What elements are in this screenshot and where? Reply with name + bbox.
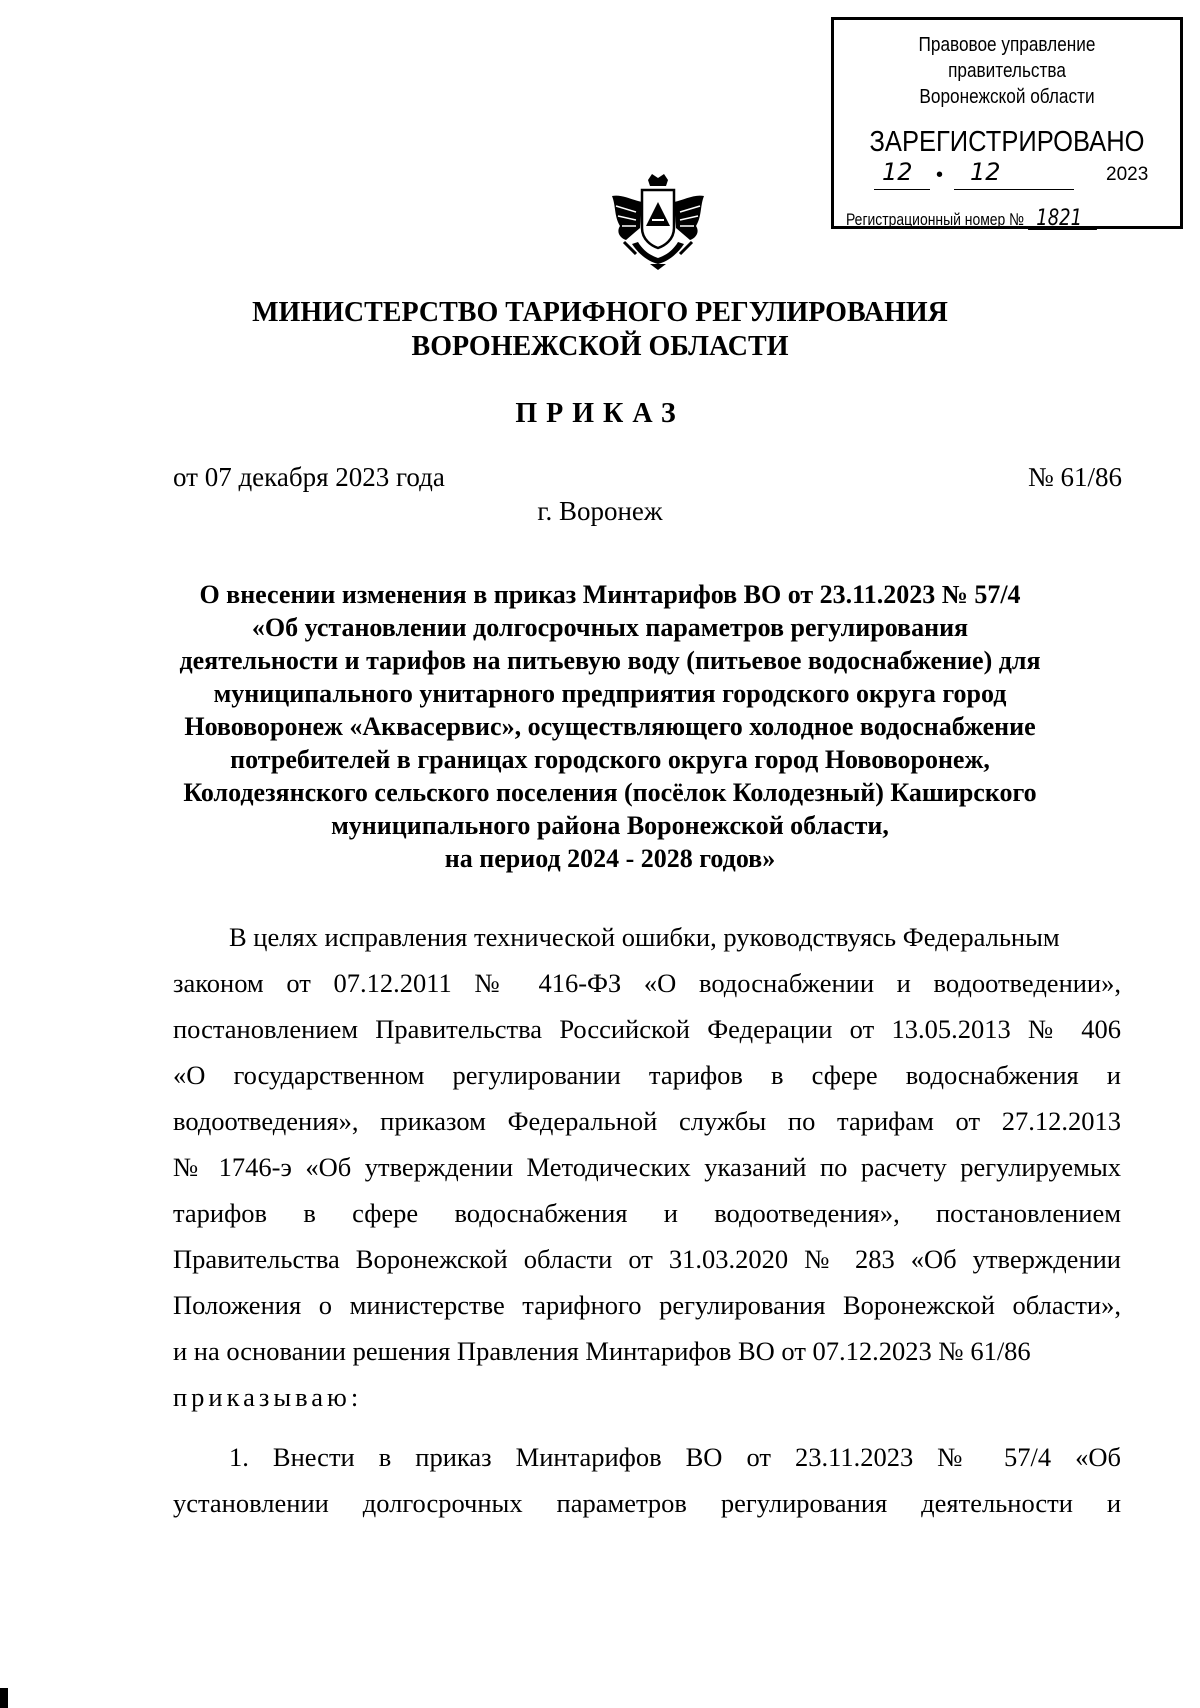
stamp-month: 12: [970, 158, 1001, 186]
stamp-organization: [858, 32, 1156, 110]
stamp-date: 12 • 12 2023: [874, 164, 1160, 192]
item-line: установлении долгосрочных параметров регулирования деятельности и: [173, 1488, 1121, 1518]
document-date: от 07 декабря 2023 года: [173, 462, 445, 492]
item-line: 1. Внести в приказ Минтарифов ВО от 23.11.2023 № 57/4 «Об: [229, 1442, 1121, 1472]
stamp-day: 12: [882, 158, 913, 186]
subject-line: О внесении изменения в приказ Минтарифов ВО от 23.11.2023 № 57/4: [199, 580, 1021, 609]
subject-line: муниципального района Воронежской области,: [331, 811, 889, 840]
body-line: Правительства Воронежской области от 31.03.2020 № 283 «Об утверждении: [173, 1244, 1121, 1274]
stamp-registered: ЗАРЕГИСТРИРОВАНО: [869, 126, 1145, 158]
body-line: тарифов в сфере водоснабжения и водоотведения», постановлением: [173, 1198, 1121, 1228]
stamp-number-line: [846, 206, 1110, 231]
stamp-number-label: Регистрационный номер №: [846, 210, 1025, 229]
registration-stamp: [831, 17, 1183, 229]
body-line: № 1746-э «Об утверждении Методических указаний по расчету регулируемых: [173, 1152, 1121, 1182]
body-line: «О государственном регулировании тарифов в сфере водоснабжения и: [173, 1060, 1121, 1090]
subject-line: муниципального унитарного предприятия городского округа город: [213, 679, 1007, 708]
subject-line: «Об установлении долгосрочных параметров регулирования: [251, 613, 969, 642]
stamp-org-line1: Правовое управление правительства: [918, 34, 1096, 82]
order-word: приказываю:: [173, 1382, 363, 1412]
coat-of-arms-emblem: [606, 172, 710, 272]
body-line: и на основании решения Правления Минтарифов ВО от 07.12.2023 № 61/86: [173, 1336, 1031, 1366]
body-line: Положения о министерстве тарифного регулирования Воронежской области»,: [173, 1290, 1121, 1320]
subject-line: на период 2024 - 2028 годов»: [444, 844, 776, 873]
stamp-number-value: 1821: [1036, 206, 1083, 231]
body-line: В целях исправления технической ошибки, руководствуясь Федеральным: [229, 922, 1060, 952]
document-city: г. Воронеж: [537, 496, 663, 526]
document-subject: [150, 578, 1070, 875]
ministry-line2: ВОРОНЕЖСКОЙ ОБЛАСТИ: [411, 331, 789, 362]
document-type: ПРИКАЗ: [515, 398, 685, 429]
stamp-year: 2023: [1106, 164, 1149, 185]
stamp-org-line2: Воронежской области: [919, 86, 1095, 108]
subject-line: деятельности и тарифов на питьевую воду (питьевое водоснабжение) для: [179, 646, 1041, 675]
body-line: водоотведения», приказом Федеральной службы по тарифам от 27.12.2013: [173, 1106, 1121, 1136]
ministry-name: [0, 296, 1200, 364]
subject-line: потребителей в границах городского округа город Нововоронеж,: [230, 745, 990, 774]
ministry-line1: МИНИСТЕРСТВО ТАРИФНОГО РЕГУЛИРОВАНИЯ: [252, 297, 948, 328]
subject-line: Колодезянского сельского поселения (посёлок Колодезный) Каширского: [183, 778, 1037, 807]
subject-line: Нововоронеж «Аквасервис», осуществляющего холодное водоснабжение: [184, 712, 1036, 741]
body-line: постановлением Правительства Российской Федерации от 13.05.2013 № 406: [173, 1014, 1121, 1044]
document-number: № 61/86: [1027, 462, 1122, 492]
scan-edge-mark: [0, 1688, 8, 1708]
body-line: законом от 07.12.2011 № 416-ФЗ «О водоснабжении и водоотведении»,: [173, 968, 1121, 998]
